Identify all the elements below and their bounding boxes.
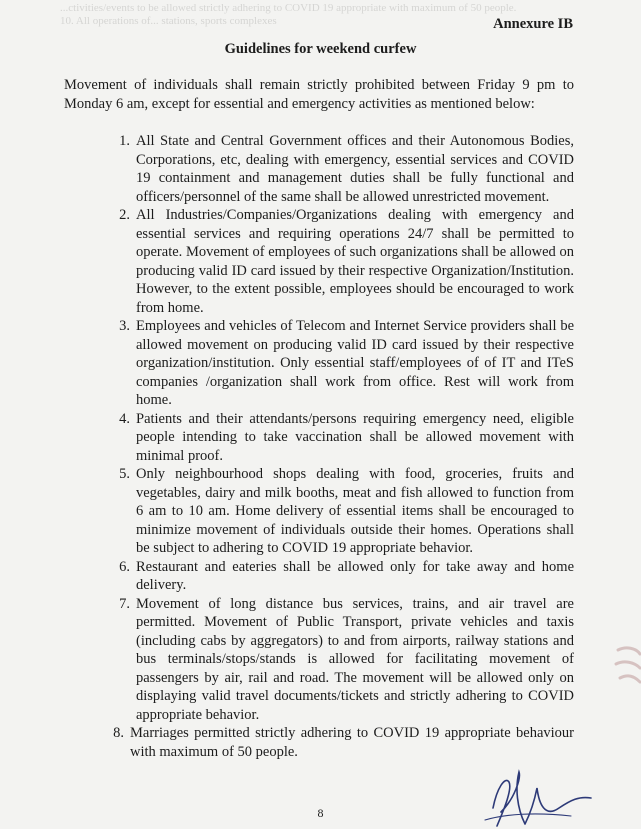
intro-paragraph: Movement of individuals shall remain strictly prohibited between Friday 9 pm to Monday 6 am, except for essential and emergency activities as mentioned below: (64, 77, 574, 112)
stamp-stroke (616, 648, 640, 682)
stamp-mark-icon (612, 640, 641, 690)
item-number: 7. (119, 595, 130, 612)
item-text: All Industries/Companies/Organizations dealing with emergency and essential services and requiring operations 24/7 shall be permitted to operate. Movement of employees of such organizations shall be allowed on producing valid ID card issued by their respective Organization/Institution. However, to the extent possible, employees should be encouraged to work from home. (136, 207, 574, 316)
item-number: 5. (119, 466, 130, 482)
list-item (64, 595, 574, 725)
list-item (64, 317, 574, 410)
item-number: 4. (119, 410, 130, 427)
item-number: 8. (113, 725, 124, 741)
item-text: Only neighbourhood shops dealing with food, groceries, fruits and vegetables, dairy and milk booths, meat and fish allowed to function from 6 am to 10 am. Home delivery of essential items shall be encouraged to minimize movement of individuals outside their homes. Operations shall be subject to adhering to COVID 19 appropriate behavior. (136, 466, 574, 556)
item-number: 3. (119, 318, 130, 334)
list-item (64, 132, 574, 206)
list-item (64, 410, 574, 466)
list-item (64, 558, 574, 595)
item-text: All State and Central Government offices and their Autonomous Bodies, Corporations, etc, dealing with emergency, essential services and COVID 19 containment and management duties shall be fully functional and officers/personnel of the same shall be allowed unrestricted movement. (136, 133, 574, 205)
list-item (64, 465, 574, 558)
list-item (64, 724, 574, 761)
annexure-label: Annexure IB (493, 16, 573, 32)
item-number: 6. (119, 558, 130, 575)
guidelines-list (64, 132, 574, 761)
item-number: 2. (119, 207, 130, 223)
item-text: Employees and vehicles of Telecom and Internet Service providers shall be allowed movement on producing valid ID card issued by their respective organization/institution. Only essential staff/employees of of IT and ITeS companies /organization shall work from office. Rest will work from home. (136, 318, 574, 408)
document-title: Guidelines for weekend curfew (224, 41, 417, 57)
item-text: Restaurant and eateries shall be allowed only for take away and home delivery. (136, 558, 574, 593)
bleed-line: 10. All operations of... stations, sports complexes (60, 15, 277, 27)
item-number: 1. (119, 133, 130, 149)
item-text: Marriages permitted strictly adhering to COVID 19 appropriate behaviour with maximum of 50 people. (130, 725, 574, 760)
bleed-line: ...ctivities/events to be allowed strictly adhering to COVID 19 appropriate with maximum of 50 people. (60, 2, 517, 14)
page-number: 8 (317, 806, 324, 820)
item-text: Patients and their attendants/persons requiring emergency need, eligible people intending to take vaccination shall be allowed movement with minimal proof. (136, 410, 574, 464)
item-text: Movement of long distance bus services, trains, and air travel are permitted. Movement of Public Transport, private vehicles and taxis (including cabs by aggregators) to and from airports, railway stations and bus terminals/stops/stands is allowed for facilitating movement of passengers by air, rail and road. The movement will be allowed only on displaying valid travel documents/tickets and strictly adhering to COVID appropriate behavior. (136, 595, 574, 723)
list-item (64, 206, 574, 317)
